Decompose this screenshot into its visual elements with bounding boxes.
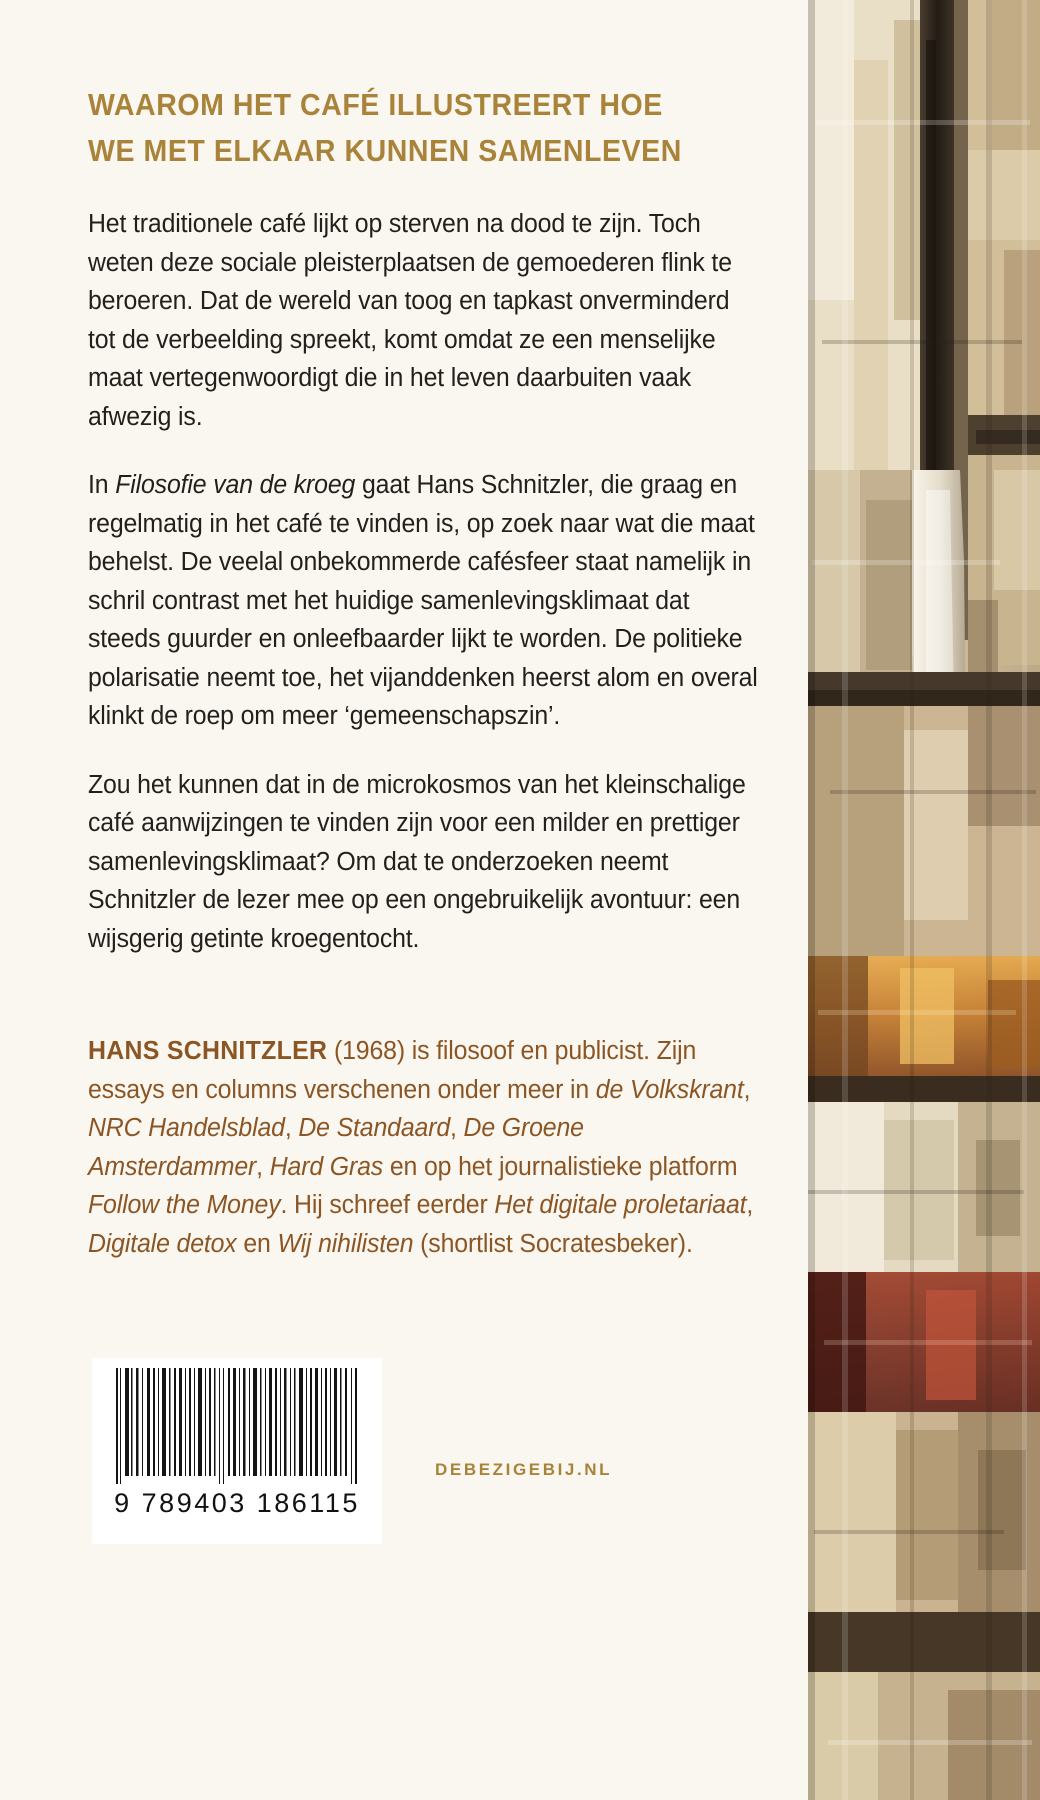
publication-de-groene-amsterdammer: De Groene Amsterdammer xyxy=(88,1114,584,1181)
author-bio xyxy=(88,1032,761,1263)
blurb-p2-text-a: In xyxy=(88,471,116,499)
publication-de-standaard: De Standaard xyxy=(298,1114,451,1142)
blurb-paragraph-2 xyxy=(88,466,761,736)
barcode xyxy=(92,1358,382,1544)
headline-line-1: WAAROM HET CAFÉ ILLUSTREERT HOE xyxy=(88,87,663,122)
bio-segment-2: en op het journalistieke platform xyxy=(383,1152,738,1181)
bio-sep-3: , xyxy=(450,1114,464,1142)
bio-segment-4: en xyxy=(236,1229,278,1258)
bio-segment-1: (1968) is filosoof en publicist. Zijn essays en columns verschenen onder meer in xyxy=(88,1037,697,1104)
headline-line-2: WE MET ELKAAR KUNNEN SAMENLEVEN xyxy=(88,133,682,168)
bio-segment-5: (shortlist Socratesbeker). xyxy=(413,1229,693,1258)
spine-artwork xyxy=(808,0,1040,1800)
bio-sep-5: , xyxy=(746,1191,754,1219)
barcode-digits: 9 789403 186115 xyxy=(114,1488,360,1518)
book-title-filosofie-van-de-kroeg: Filosofie van de kroeg xyxy=(115,471,356,499)
bio-sep-4: , xyxy=(256,1152,270,1181)
author-name: HANS SCHNITZLER xyxy=(88,1037,328,1065)
bio-segment-3: . Hij schreef eerder xyxy=(280,1191,495,1219)
blurb-paragraph-3: Zou het kunnen dat in de microkosmos van het kleinschalige café aanwijzingen te vinden zijn voor een milder en prettiger samenlevingsklimaat? Om dat te onderzoeken neemt Schnitzler de lezer mee op een ongebruikelijk avontuur: een wijsgerig getinte kroegentocht. xyxy=(88,770,746,953)
publication-follow-the-money: Follow the Money xyxy=(88,1191,281,1219)
blurb-p2-text-b: gaat Hans Schnitzler, die graag en regelmatig in het café te vinden is, op zoek naar wat die maat behelst. De veelal onbekommerde cafésfeer staat namelijk in schril contrast met het huidige samenlevingsklimaat dat steeds guurder en onleefbaarder lijkt te worden. De politieke polarisatie neemt toe, het vijanddenken heerst alom en overal klinkt de roep om meer ‘gemeenschapszin’. xyxy=(88,471,758,730)
bio-sep-2: , xyxy=(284,1114,299,1142)
publication-nrc-handelsblad: NRC Handelsblad xyxy=(88,1114,285,1142)
page-title xyxy=(88,82,695,174)
blurb-block xyxy=(88,205,778,958)
publisher-imprint[interactable]: DEBEZIGEBIJ.NL xyxy=(435,1460,613,1479)
blurb-paragraph-1: Het traditionele café lijkt op sterven na dood te zijn. Toch weten deze sociale pleisterplaatsen de gemoederen flink te beroeren. Dat de wereld van toog en tapkast onverminderd tot de verbeelding spreekt, komt omdat ze een menselijke maat vertegenwoordigt die in het leven daarbuiten vaak afwezig is. xyxy=(88,210,732,431)
bio-sep-1: , xyxy=(743,1075,751,1104)
spine-artwork-image xyxy=(808,0,1040,1800)
barcode-bars-icon xyxy=(114,1368,360,1484)
publication-de-volkskrant: de Volkskrant xyxy=(595,1075,744,1104)
publication-hard-gras: Hard Gras xyxy=(269,1152,384,1181)
book-title-het-digitale-proletariaat: Het digitale proletariaat xyxy=(494,1191,747,1219)
book-title-wij-nihilisten: Wij nihilisten xyxy=(277,1229,414,1258)
book-title-digitale-detox: Digitale detox xyxy=(88,1229,237,1258)
